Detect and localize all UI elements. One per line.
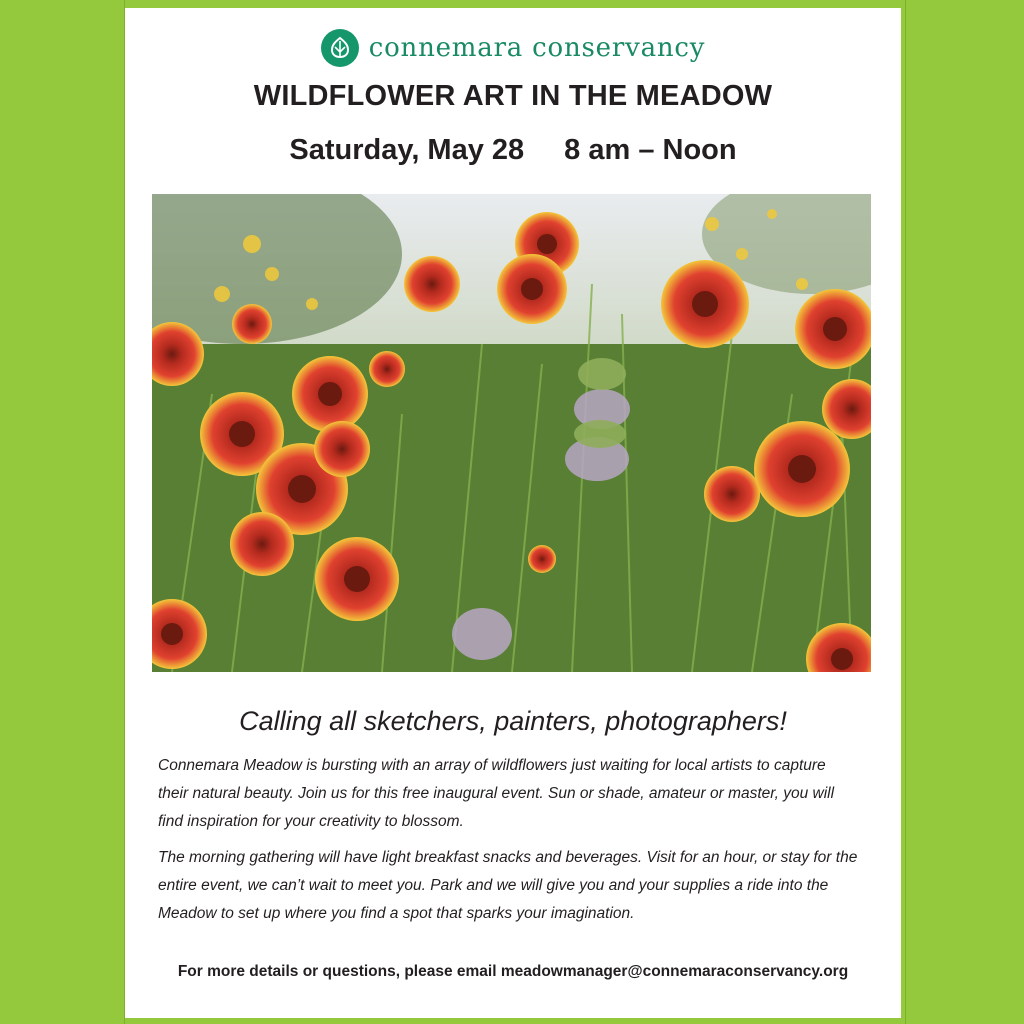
description-paragraph-2: The morning gathering will have light breakfast snacks and beverages. Visit for an hour, or stay for the entire event, we can’t wait to meet you. Park and we will give you and your supplies a ride into the Meadow to set up where you find a spot that sparks your imagination. bbox=[158, 849, 858, 922]
logo bbox=[125, 28, 901, 68]
event-time: 8 am – Noon bbox=[564, 134, 737, 166]
wildflower-meadow-photo bbox=[152, 194, 871, 672]
conservancy-leaf-mark-icon bbox=[321, 29, 359, 67]
right-green-border bbox=[905, 0, 1024, 1024]
contact-line: For more details or questions, please email meadowmanager@connemaraconservancy.org bbox=[177, 963, 849, 980]
flyer-page bbox=[125, 8, 901, 1018]
event-title: WILDFLOWER ART IN THE MEADOW bbox=[253, 80, 773, 112]
event-date: Saturday, May 28 bbox=[289, 134, 525, 166]
logo-text: connemara conservancy bbox=[368, 33, 706, 63]
left-green-border bbox=[0, 0, 125, 1024]
tagline: Calling all sketchers, painters, photographers! bbox=[239, 706, 787, 736]
event-date-time bbox=[125, 134, 901, 167]
description-paragraph-1: Connemara Meadow is bursting with an array of wildflowers just waiting for local artists to capture their natural beauty. Join us for this free inaugural event. Sun or shade, amateur or master, you will find inspiration for your creativity to blossom. bbox=[158, 757, 835, 830]
